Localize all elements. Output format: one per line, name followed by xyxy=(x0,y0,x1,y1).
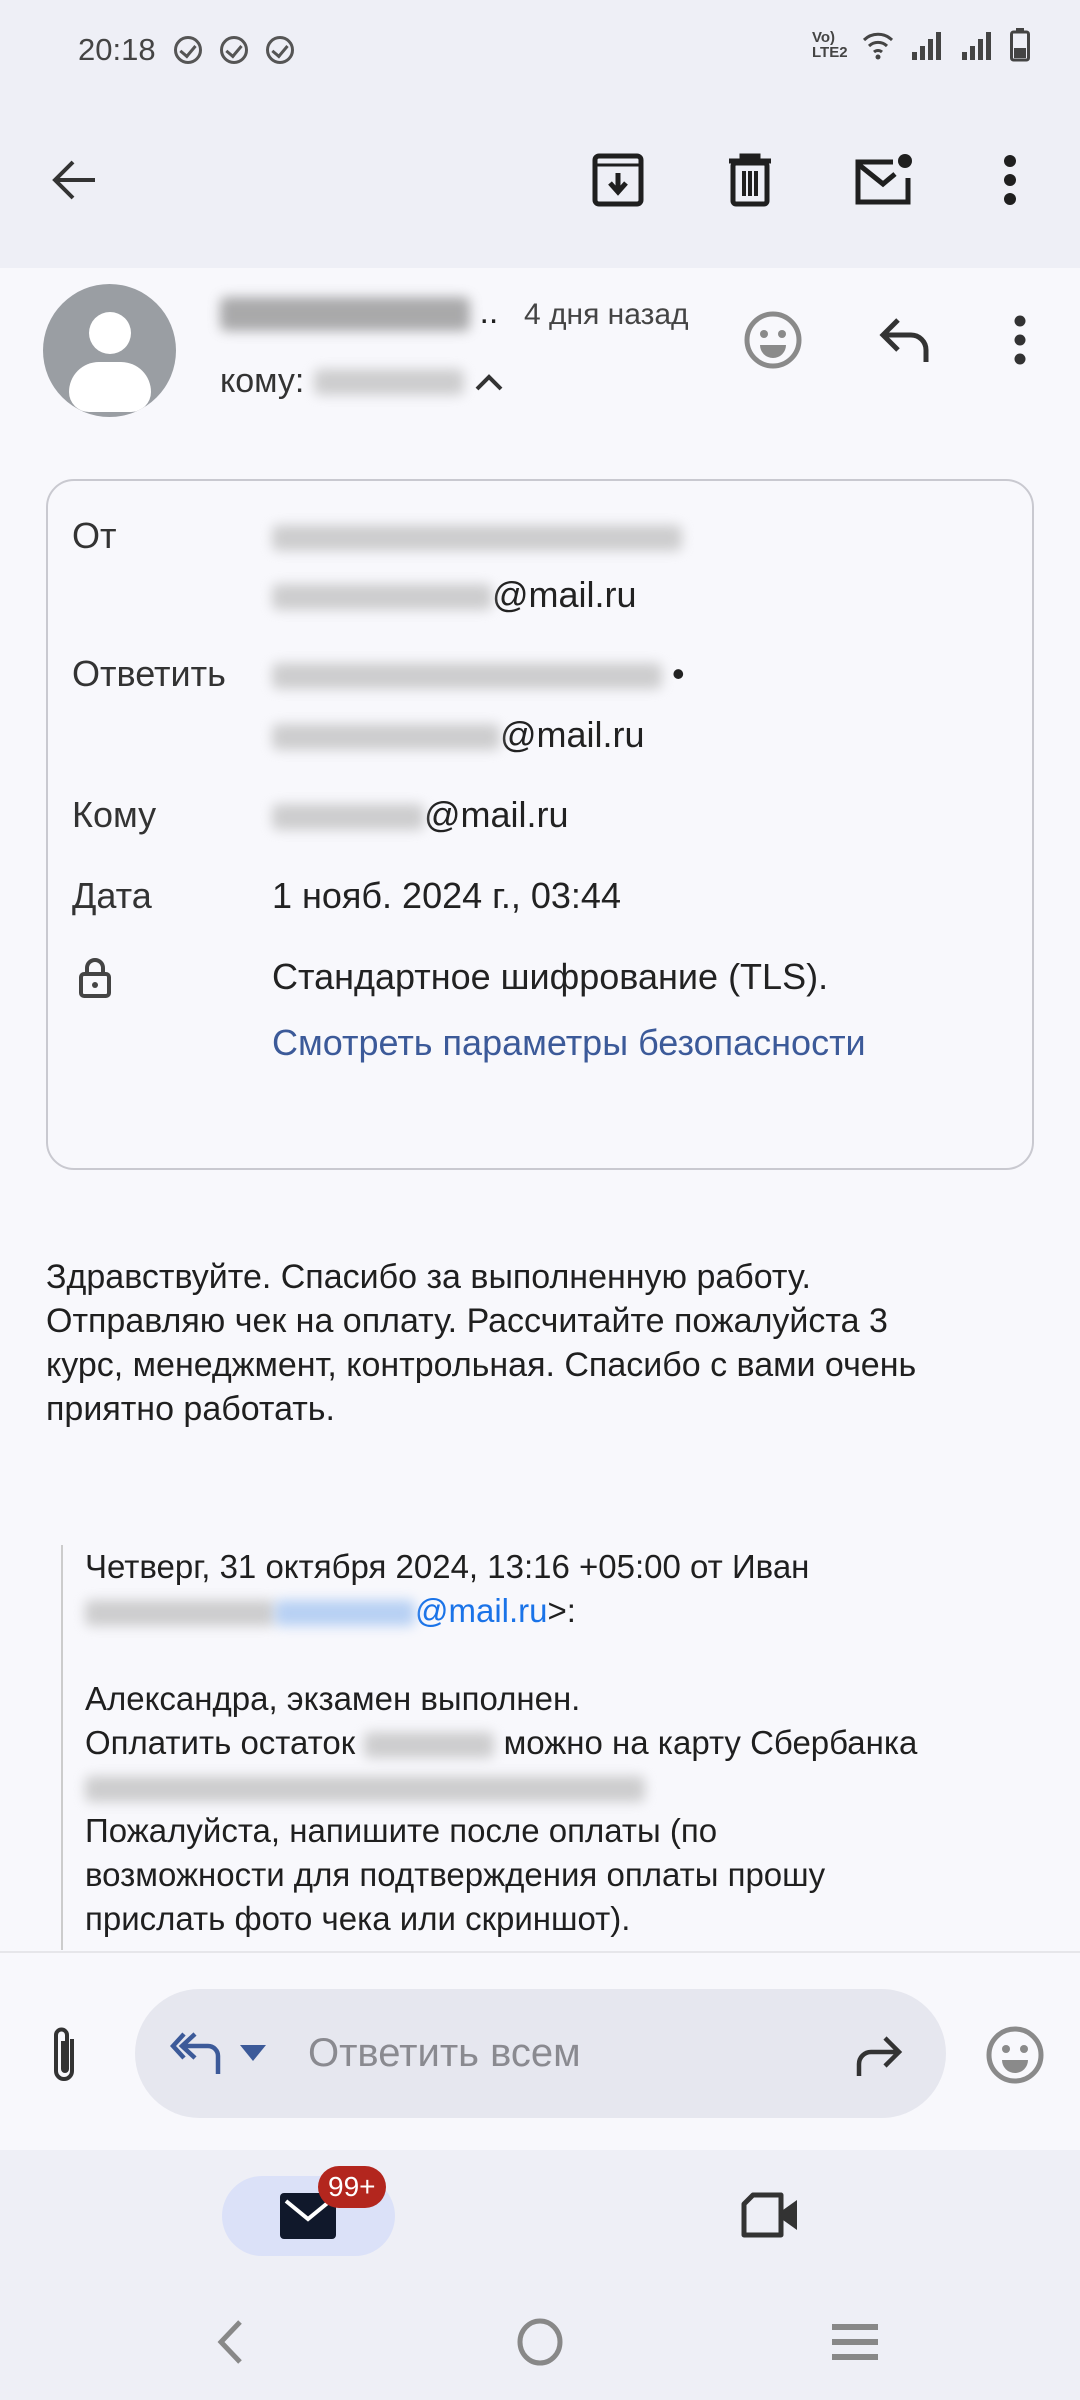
signal-icon xyxy=(960,30,994,60)
quote-line: Александра, экзамен выполнен. xyxy=(85,1680,581,1717)
mark-unread-icon xyxy=(853,152,913,208)
archive-button[interactable] xyxy=(580,145,656,215)
circle-home-icon xyxy=(516,2317,564,2367)
signal-icon xyxy=(910,30,944,60)
back-button[interactable] xyxy=(40,150,110,210)
more-vert-icon xyxy=(1003,155,1017,205)
network-type: Vo) LTE2 xyxy=(812,29,848,61)
archive-icon xyxy=(592,153,644,207)
status-icons xyxy=(812,28,1030,62)
reply-to-email: @mail.ru xyxy=(272,714,645,756)
dropdown-arrow-icon xyxy=(240,2045,266,2061)
quoted-message xyxy=(61,1545,1041,1950)
chevron-left-icon xyxy=(217,2319,243,2365)
paperclip-icon xyxy=(50,2025,80,2085)
lock-icon xyxy=(78,958,112,1003)
system-recents-button[interactable] xyxy=(820,2310,890,2374)
reply-icon xyxy=(878,316,932,364)
check-icon xyxy=(174,36,202,64)
quote-line: Оплатить остаток можно на карту Сбербанка xyxy=(85,1724,918,1761)
quote-email-link[interactable]: @mail.ru xyxy=(415,1592,548,1629)
recipients-toggle[interactable] xyxy=(220,362,504,401)
reply-button[interactable] xyxy=(870,305,940,375)
emoji-icon xyxy=(986,2026,1044,2084)
to-label: Кому xyxy=(72,794,157,835)
avatar[interactable] xyxy=(43,284,176,417)
system-home-button[interactable] xyxy=(505,2305,575,2379)
reply-all-icon xyxy=(170,2030,228,2076)
unread-badge: 99+ xyxy=(318,2166,386,2208)
quote-line xyxy=(85,1765,1041,1809)
time-ago: 4 дня назад xyxy=(524,298,689,331)
attach-button[interactable] xyxy=(35,2020,95,2090)
from-email: @mail.ru xyxy=(272,574,637,616)
to-label: кому: xyxy=(220,362,305,400)
wifi-icon xyxy=(862,30,894,60)
encryption-info: Стандартное шифрование (TLS). xyxy=(272,956,829,997)
more-vert-icon xyxy=(1013,315,1027,365)
add-reaction-button[interactable] xyxy=(738,305,808,375)
from-name xyxy=(272,515,682,557)
more-options-button[interactable] xyxy=(985,145,1035,215)
reply-mode-dropdown[interactable] xyxy=(170,2030,266,2076)
quote-header: Четверг, 31 октября 2024, 13:16 +05:00 от Иван xyxy=(85,1548,810,1585)
emoji-reaction-button[interactable] xyxy=(980,2020,1050,2090)
to-email: @mail.ru xyxy=(272,794,569,836)
quote-sender: @mail.ru>: xyxy=(85,1589,1041,1633)
body-line: Здравствуйте. Спасибо за выполненную работу. xyxy=(46,1258,811,1296)
reply-all-placeholder[interactable]: Ответить всем xyxy=(308,2031,581,2075)
system-back-button[interactable] xyxy=(200,2310,260,2374)
quote-line: возможности для подтверждения оплаты прошу xyxy=(85,1856,826,1893)
nav-meet[interactable] xyxy=(730,2180,810,2250)
quote-line: Пожалуйста, напишите после оплаты (по xyxy=(85,1812,718,1849)
forward-icon xyxy=(853,2034,903,2078)
sender-name: .. xyxy=(220,293,498,332)
security-settings-link[interactable]: Смотреть параметры безопасности xyxy=(272,1022,866,1063)
body-line: курс, менеджмент, контрольная. Спасибо с вами очень xyxy=(46,1346,917,1384)
battery-icon xyxy=(1010,28,1030,62)
reply-to-label: Ответить xyxy=(72,653,226,694)
mark-unread-button[interactable] xyxy=(845,145,921,215)
message-more-button[interactable] xyxy=(995,305,1045,375)
delete-button[interactable] xyxy=(712,145,788,215)
status-bar xyxy=(78,30,294,70)
video-camera-icon xyxy=(741,2192,799,2238)
date-label: Дата xyxy=(72,875,152,916)
message-body xyxy=(46,1255,1056,1431)
divider xyxy=(0,1951,1080,1953)
check-icon xyxy=(266,36,294,64)
recents-icon xyxy=(830,2322,880,2362)
date-value: 1 нояб. 2024 г., 03:44 xyxy=(272,875,621,916)
status-time: 20:18 xyxy=(78,32,156,67)
check-icon xyxy=(220,36,248,64)
arrow-left-icon xyxy=(51,158,99,202)
emoji-icon xyxy=(744,311,802,369)
trash-icon xyxy=(727,153,773,207)
body-line: Отправляю чек на оплату. Рассчитайте пожалуйста 3 xyxy=(46,1302,888,1340)
quote-line: прислать фото чека или скриншот). xyxy=(85,1900,631,1937)
chevron-up-icon xyxy=(474,372,504,392)
from-label: От xyxy=(72,515,117,556)
body-line: приятно работать. xyxy=(46,1390,335,1428)
reply-to-name: • xyxy=(272,653,685,695)
forward-button[interactable] xyxy=(848,2028,908,2084)
